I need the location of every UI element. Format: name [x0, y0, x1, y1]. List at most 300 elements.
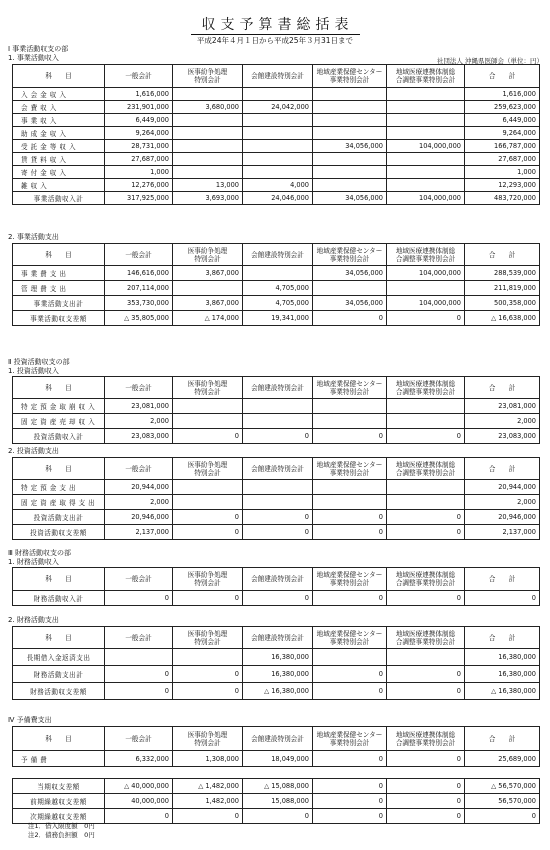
- cell-occupational: [313, 153, 387, 166]
- cell-regional: 0: [387, 779, 465, 794]
- cell-dispute: △ 174,000: [173, 311, 243, 326]
- cell-dispute: △ 1,482,000: [173, 779, 243, 794]
- cell-total: 288,539,000: [465, 266, 540, 281]
- section-operating-income: 1. 事業活動収入: [8, 54, 59, 62]
- cell-total: 12,293,000: [465, 179, 540, 192]
- cell-total: 25,689,000: [465, 751, 540, 767]
- cell-hall: 19,341,000: [243, 311, 313, 326]
- cell-hall: △ 15,088,000: [243, 779, 313, 794]
- table-row: [13, 794, 540, 809]
- cell-dispute: 13,000: [173, 179, 243, 192]
- cell-regional: 0: [387, 666, 465, 683]
- footnote-debt-burden: 注2．債務負担額 0円: [28, 831, 95, 839]
- cell-dispute: 0: [173, 525, 243, 540]
- cell-regional: 0: [387, 525, 465, 540]
- cell-general: 9,264,000: [105, 127, 173, 140]
- cell-hall: [243, 166, 313, 179]
- cell-total: 259,623,000: [465, 101, 540, 114]
- cell-dispute: [173, 281, 243, 296]
- cell-general: 2,000: [105, 414, 173, 429]
- row-label: 予備費: [13, 751, 105, 767]
- cell-regional: 0: [387, 794, 465, 809]
- cell-regional: [387, 281, 465, 296]
- cell-hall: [243, 140, 313, 153]
- cell-occupational: 0: [313, 510, 387, 525]
- cell-general: 20,946,000: [105, 510, 173, 525]
- cell-hall: 16,380,000: [243, 666, 313, 683]
- column-header-total: 合 計: [465, 627, 540, 649]
- cell-occupational: [313, 495, 387, 510]
- column-header-account: 科 目: [13, 627, 105, 649]
- cell-dispute: [173, 127, 243, 140]
- section-investing-income: 1. 投資活動収入: [8, 367, 59, 375]
- cell-occupational: 34,056,000: [313, 266, 387, 281]
- cell-general: △ 40,000,000: [105, 779, 173, 794]
- total-row: [13, 666, 540, 683]
- cell-dispute: 0: [173, 683, 243, 700]
- cell-total: 166,787,000: [465, 140, 540, 153]
- cell-general: 20,944,000: [105, 480, 173, 495]
- column-header-total: 合 計: [465, 65, 540, 88]
- cell-general: 353,730,000: [105, 296, 173, 311]
- cell-hall: 24,042,000: [243, 101, 313, 114]
- cell-dispute: 0: [173, 591, 243, 606]
- column-header-dispute: 医事紛争処理 特別会計: [173, 244, 243, 266]
- cell-regional: 0: [387, 751, 465, 767]
- cell-total: 23,081,000: [465, 399, 540, 414]
- column-header-account: 科 目: [13, 65, 105, 88]
- cell-regional: [387, 88, 465, 101]
- table-row: [13, 179, 540, 192]
- cell-occupational: 0: [313, 779, 387, 794]
- column-header-general: 一般会計: [105, 568, 173, 591]
- cell-occupational: [313, 179, 387, 192]
- column-header-regional: 地域医療連携体制総 合調整事業特別会計: [387, 65, 465, 88]
- column-header-account: 科 目: [13, 568, 105, 591]
- cell-regional: [387, 649, 465, 666]
- cell-hall: [243, 114, 313, 127]
- total-row: [13, 510, 540, 525]
- row-label: 長期借入金返済支出: [13, 649, 105, 666]
- cell-regional: 104,000,000: [387, 192, 465, 205]
- cell-dispute: [173, 88, 243, 101]
- cell-hall: 0: [243, 591, 313, 606]
- balance-summary-table: [12, 778, 540, 824]
- column-header-hall: 会館建設特別会計: [243, 627, 313, 649]
- cell-dispute: 0: [173, 429, 243, 444]
- column-header-total: 合 計: [465, 458, 540, 480]
- cell-total: 0: [465, 591, 540, 606]
- table-row: [13, 114, 540, 127]
- cell-hall: [243, 495, 313, 510]
- cell-total: △ 16,638,000: [465, 311, 540, 326]
- column-header-hall: 会館建設特別会計: [243, 244, 313, 266]
- header-row: [13, 568, 540, 591]
- cell-total: △ 56,570,000: [465, 779, 540, 794]
- cell-total: △ 16,380,000: [465, 683, 540, 700]
- table-row: [13, 127, 540, 140]
- row-label: 雑収入: [13, 179, 105, 192]
- row-label: 寄付金収入: [13, 166, 105, 179]
- cell-general: 23,081,000: [105, 399, 173, 414]
- column-header-regional: 地域医療連携体制総 合調整事業特別会計: [387, 458, 465, 480]
- cell-total: 20,946,000: [465, 510, 540, 525]
- cell-general: [105, 649, 173, 666]
- cell-hall: 0: [243, 525, 313, 540]
- column-header-dispute: 医事紛争処理 特別会計: [173, 458, 243, 480]
- table-row: [13, 166, 540, 179]
- cell-general: 6,332,000: [105, 751, 173, 767]
- cell-occupational: 0: [313, 666, 387, 683]
- row-label: 固定資産売却収入: [13, 414, 105, 429]
- cell-hall: [243, 88, 313, 101]
- cell-dispute: 0: [173, 809, 243, 824]
- total-row: [13, 591, 540, 606]
- table-row: [13, 88, 540, 101]
- row-label: 当期収支差額: [13, 779, 105, 794]
- table-row: [13, 281, 540, 296]
- column-header-hall: 会館建設特別会計: [243, 377, 313, 399]
- table-row: [13, 779, 540, 794]
- section-investing-expense: 2. 投資活動支出: [8, 447, 59, 455]
- cell-occupational: 34,056,000: [313, 140, 387, 153]
- organization-unit: 社団法人 沖縄県医師会（単位：円）: [436, 57, 543, 65]
- cell-total: 0: [465, 809, 540, 824]
- cell-general: 12,276,000: [105, 179, 173, 192]
- header-row: [13, 458, 540, 480]
- table-row: [13, 399, 540, 414]
- cell-occupational: [313, 399, 387, 414]
- cell-hall: [243, 399, 313, 414]
- column-header-total: 合 計: [465, 377, 540, 399]
- investing-income-table: [12, 376, 540, 444]
- cell-regional: [387, 495, 465, 510]
- cell-total: 2,000: [465, 495, 540, 510]
- column-header-hall: 会館建設特別会計: [243, 458, 313, 480]
- column-header-total: 合 計: [465, 244, 540, 266]
- cell-hall: [243, 266, 313, 281]
- cell-total: 6,449,000: [465, 114, 540, 127]
- row-label: 受託金等収入: [13, 140, 105, 153]
- cell-occupational: 0: [313, 525, 387, 540]
- column-header-general: 一般会計: [105, 244, 173, 266]
- column-header-occupational: 地域産業保健センター 事業特別会計: [313, 727, 387, 751]
- cell-total: 23,083,000: [465, 429, 540, 444]
- cell-total: 20,944,000: [465, 480, 540, 495]
- column-header-total: 合 計: [465, 727, 540, 751]
- cell-total: 27,687,000: [465, 153, 540, 166]
- cell-regional: [387, 480, 465, 495]
- column-header-regional: 地域医療連携体制総 合調整事業特別会計: [387, 377, 465, 399]
- row-label: 財務活動支出計: [13, 666, 105, 683]
- cell-dispute: [173, 140, 243, 153]
- cell-hall: 16,380,000: [243, 649, 313, 666]
- cell-general: △ 35,805,000: [105, 311, 173, 326]
- column-header-occupational: 地域産業保健センター 事業特別会計: [313, 244, 387, 266]
- row-label: 事業活動収支差額: [13, 311, 105, 326]
- cell-hall: [243, 480, 313, 495]
- cell-dispute: [173, 114, 243, 127]
- cell-regional: [387, 414, 465, 429]
- row-label: 事業活動収入計: [13, 192, 105, 205]
- cell-dispute: 3,867,000: [173, 296, 243, 311]
- document-title: 収支予算書総括表: [0, 14, 550, 34]
- row-label: 財務活動収入計: [13, 591, 105, 606]
- header-row: [13, 727, 540, 751]
- row-label: 投資活動支出計: [13, 510, 105, 525]
- cell-hall: 0: [243, 809, 313, 824]
- column-header-account: 科 目: [13, 458, 105, 480]
- cell-hall: [243, 153, 313, 166]
- cell-hall: 24,046,000: [243, 192, 313, 205]
- cell-dispute: [173, 153, 243, 166]
- cell-hall: 0: [243, 510, 313, 525]
- cell-total: 1,000: [465, 166, 540, 179]
- total-row: [13, 311, 540, 326]
- cell-dispute: 3,867,000: [173, 266, 243, 281]
- cell-occupational: [313, 127, 387, 140]
- cell-general: 1,616,000: [105, 88, 173, 101]
- cell-occupational: [313, 101, 387, 114]
- cell-total: 56,570,000: [465, 794, 540, 809]
- table-row: [13, 480, 540, 495]
- cell-total: 16,380,000: [465, 666, 540, 683]
- column-header-account: 科 目: [13, 244, 105, 266]
- column-header-general: 一般会計: [105, 458, 173, 480]
- cell-general: 40,000,000: [105, 794, 173, 809]
- table-row: [13, 495, 540, 510]
- cell-total: 2,000: [465, 414, 540, 429]
- cell-dispute: [173, 495, 243, 510]
- cell-hall: 4,000: [243, 179, 313, 192]
- cell-general: 2,137,000: [105, 525, 173, 540]
- cell-dispute: 0: [173, 666, 243, 683]
- cell-occupational: [313, 414, 387, 429]
- column-header-occupational: 地域産業保健センター 事業特別会計: [313, 65, 387, 88]
- column-header-hall: 会館建設特別会計: [243, 568, 313, 591]
- row-label: 固定資産取得支出: [13, 495, 105, 510]
- table-row: [13, 140, 540, 153]
- table-row: [13, 649, 540, 666]
- cell-regional: 104,000,000: [387, 266, 465, 281]
- cell-hall: [243, 127, 313, 140]
- cell-total: 9,264,000: [465, 127, 540, 140]
- column-header-total: 合 計: [465, 568, 540, 591]
- row-label: 入会金収入: [13, 88, 105, 101]
- cell-occupational: [313, 166, 387, 179]
- section-financing-expense: 2. 財務活動支出: [8, 616, 59, 624]
- cell-general: 27,687,000: [105, 153, 173, 166]
- column-header-regional: 地域医療連携体制総 合調整事業特別会計: [387, 627, 465, 649]
- section-investing: Ⅱ 投資活動収支の部: [8, 358, 70, 366]
- total-row: [13, 525, 540, 540]
- column-header-occupational: 地域産業保健センター 事業特別会計: [313, 568, 387, 591]
- total-row: [13, 429, 540, 444]
- cell-occupational: 0: [313, 794, 387, 809]
- cell-dispute: [173, 414, 243, 429]
- cell-occupational: [313, 281, 387, 296]
- section-operating: Ⅰ 事業活動収支の部: [8, 45, 69, 53]
- cell-occupational: 0: [313, 751, 387, 767]
- cell-general: 1,000: [105, 166, 173, 179]
- total-row: [13, 683, 540, 700]
- table-row: [13, 153, 540, 166]
- row-label: 特定預金支出: [13, 480, 105, 495]
- cell-occupational: 34,056,000: [313, 192, 387, 205]
- column-header-general: 一般会計: [105, 377, 173, 399]
- cell-regional: [387, 399, 465, 414]
- cell-hall: 18,049,000: [243, 751, 313, 767]
- column-header-dispute: 医事紛争処理 特別会計: [173, 627, 243, 649]
- cell-regional: 0: [387, 429, 465, 444]
- cell-occupational: 0: [313, 429, 387, 444]
- column-header-account: 科 目: [13, 377, 105, 399]
- column-header-occupational: 地域産業保健センター 事業特別会計: [313, 377, 387, 399]
- cell-total: 1,616,000: [465, 88, 540, 101]
- row-label: 賃貸料収入: [13, 153, 105, 166]
- row-label: 投資活動収支差額: [13, 525, 105, 540]
- total-row: [13, 192, 540, 205]
- cell-regional: 0: [387, 510, 465, 525]
- row-label: 事業活動支出計: [13, 296, 105, 311]
- cell-general: 0: [105, 809, 173, 824]
- reserve-expense-table: [12, 726, 540, 767]
- cell-hall: [243, 414, 313, 429]
- operating-income-table: [12, 64, 540, 205]
- column-header-dispute: 医事紛争処理 特別会計: [173, 377, 243, 399]
- row-label: 投資活動収入計: [13, 429, 105, 444]
- table-row: [13, 751, 540, 767]
- cell-hall: △ 16,380,000: [243, 683, 313, 700]
- cell-regional: [387, 153, 465, 166]
- table-row: [13, 101, 540, 114]
- cell-regional: 0: [387, 809, 465, 824]
- section-financing-income: 1. 財務活動収入: [8, 558, 59, 566]
- row-label: 事業収入: [13, 114, 105, 127]
- cell-general: 231,901,000: [105, 101, 173, 114]
- column-header-regional: 地域医療連携体制総 合調整事業特別会計: [387, 568, 465, 591]
- cell-total: 500,358,000: [465, 296, 540, 311]
- column-header-general: 一般会計: [105, 627, 173, 649]
- cell-occupational: [313, 649, 387, 666]
- column-header-dispute: 医事紛争処理 特別会計: [173, 727, 243, 751]
- cell-dispute: [173, 649, 243, 666]
- header-row: [13, 244, 540, 266]
- cell-occupational: 0: [313, 591, 387, 606]
- cell-dispute: 1,482,000: [173, 794, 243, 809]
- column-header-general: 一般会計: [105, 65, 173, 88]
- footnote-borrowing-limit: 注1．借入限度額 0円: [28, 822, 95, 830]
- cell-dispute: [173, 166, 243, 179]
- cell-dispute: 3,693,000: [173, 192, 243, 205]
- cell-hall: 4,705,000: [243, 296, 313, 311]
- cell-general: 2,000: [105, 495, 173, 510]
- cell-occupational: 0: [313, 809, 387, 824]
- total-row: [13, 296, 540, 311]
- section-reserve: Ⅳ 予備費支出: [8, 716, 52, 724]
- operating-expense-table: [12, 243, 540, 326]
- cell-regional: [387, 179, 465, 192]
- cell-regional: 0: [387, 311, 465, 326]
- cell-general: 207,114,000: [105, 281, 173, 296]
- column-header-hall: 会館建設特別会計: [243, 65, 313, 88]
- cell-general: 146,616,000: [105, 266, 173, 281]
- column-header-occupational: 地域産業保健センター 事業特別会計: [313, 627, 387, 649]
- cell-occupational: [313, 114, 387, 127]
- cell-dispute: 0: [173, 510, 243, 525]
- cell-regional: [387, 127, 465, 140]
- cell-occupational: 34,056,000: [313, 296, 387, 311]
- header-row: [13, 377, 540, 399]
- cell-occupational: 0: [313, 683, 387, 700]
- cell-regional: 0: [387, 591, 465, 606]
- column-header-dispute: 医事紛争処理 特別会計: [173, 65, 243, 88]
- cell-hall: 4,705,000: [243, 281, 313, 296]
- cell-general: 317,925,000: [105, 192, 173, 205]
- section-financing: Ⅲ 財務活動収支の部: [8, 549, 72, 557]
- cell-occupational: 0: [313, 311, 387, 326]
- row-label: 助成金収入: [13, 127, 105, 140]
- cell-general: 28,731,000: [105, 140, 173, 153]
- table-row: [13, 414, 540, 429]
- cell-regional: [387, 101, 465, 114]
- investing-expense-table: [12, 457, 540, 540]
- table-row: [13, 266, 540, 281]
- cell-general: 6,449,000: [105, 114, 173, 127]
- cell-general: 0: [105, 666, 173, 683]
- cell-general: 0: [105, 683, 173, 700]
- column-header-occupational: 地域産業保健センター 事業特別会計: [313, 458, 387, 480]
- cell-regional: 104,000,000: [387, 296, 465, 311]
- header-row: [13, 65, 540, 88]
- cell-regional: 104,000,000: [387, 140, 465, 153]
- cell-hall: 0: [243, 429, 313, 444]
- financing-expense-table: [12, 626, 540, 700]
- row-label: 特定預金取崩収入: [13, 399, 105, 414]
- row-label: 会費収入: [13, 101, 105, 114]
- column-header-general: 一般会計: [105, 727, 173, 751]
- row-label: 前期繰越収支差額: [13, 794, 105, 809]
- column-header-dispute: 医事紛争処理 特別会計: [173, 568, 243, 591]
- cell-regional: 0: [387, 683, 465, 700]
- fiscal-period: 平成24年４月１日から平成25年３月31日まで: [196, 36, 354, 45]
- cell-occupational: [313, 88, 387, 101]
- cell-general: 0: [105, 591, 173, 606]
- cell-hall: 15,088,000: [243, 794, 313, 809]
- cell-dispute: [173, 399, 243, 414]
- cell-dispute: 3,680,000: [173, 101, 243, 114]
- cell-dispute: [173, 480, 243, 495]
- cell-total: 211,819,000: [465, 281, 540, 296]
- row-label: 事業費支出: [13, 266, 105, 281]
- cell-total: 483,720,000: [465, 192, 540, 205]
- cell-occupational: [313, 480, 387, 495]
- row-label: 次期繰越収支差額: [13, 809, 105, 824]
- section-operating-expense: 2. 事業活動支出: [8, 233, 59, 241]
- cell-total: 16,380,000: [465, 649, 540, 666]
- header-row: [13, 627, 540, 649]
- column-header-account: 科 目: [13, 727, 105, 751]
- financing-income-table: [12, 567, 540, 606]
- column-header-hall: 会館建設特別会計: [243, 727, 313, 751]
- column-header-regional: 地域医療連携体制総 合調整事業特別会計: [387, 244, 465, 266]
- cell-regional: [387, 114, 465, 127]
- cell-regional: [387, 166, 465, 179]
- row-label: 財務活動収支差額: [13, 683, 105, 700]
- column-header-regional: 地域医療連携体制総 合調整事業特別会計: [387, 727, 465, 751]
- cell-total: 2,137,000: [465, 525, 540, 540]
- row-label: 管理費支出: [13, 281, 105, 296]
